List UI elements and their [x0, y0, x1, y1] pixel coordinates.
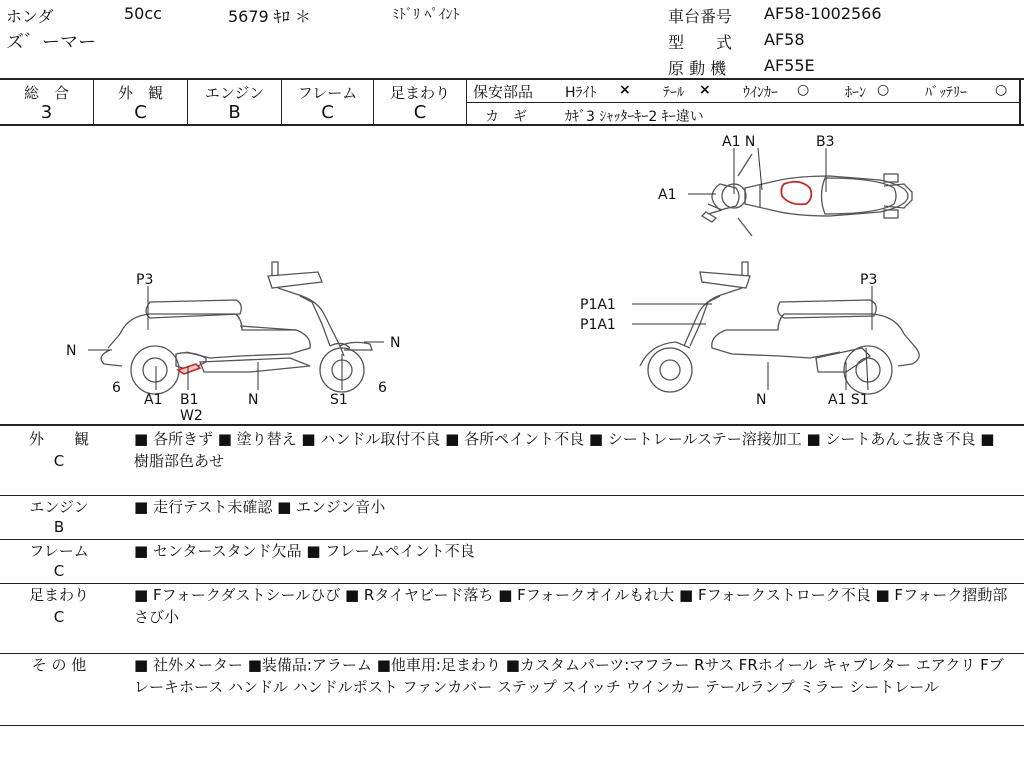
safety-title: 保安部品 [473, 83, 534, 101]
remark-row-exterior [0, 426, 1024, 496]
grade-value: C [134, 102, 147, 123]
displacement: 50cc [124, 4, 162, 23]
remark-grade: B [53, 518, 65, 536]
winker-label: ｳｲﾝｶｰ [743, 85, 778, 101]
tail-mark: × [699, 82, 711, 98]
engine-value: AF55E [764, 56, 815, 75]
lot-number: 5679 ｷﾛ ＊ [228, 7, 311, 26]
winker-mark: ○ [797, 82, 810, 98]
scooter-diagrams [0, 126, 1024, 424]
label-left-6a: 6 [112, 380, 121, 396]
remark-row-other [0, 654, 1024, 726]
color: ﾐﾄﾞﾘ ﾍﾟｲﾝﾄ [392, 7, 460, 23]
grade-label: 足まわり [389, 84, 450, 102]
grade-value: B [228, 102, 241, 123]
remark-grade: C [53, 452, 65, 470]
horn-mark: ○ [877, 82, 890, 98]
label-top-a1n: A1 N [722, 134, 756, 150]
label-left-a1: A1 [144, 392, 163, 408]
key-value: ｶｷﾞ3 ｼｬｯﾀｰｷｰ2 ｷｰ違い [565, 109, 704, 125]
grade-value: 3 [40, 102, 53, 123]
safety-parts [466, 78, 1024, 126]
grade-overall [0, 80, 94, 124]
remark-label: 足まわり [28, 586, 89, 604]
damage-mark-top [781, 182, 811, 205]
sheet-header [0, 0, 1024, 78]
grade-frame [282, 80, 374, 124]
remark-text: ■ センタースタンド欠品 ■ フレームペイント不良 [134, 542, 475, 560]
remark-text: ■ 社外メーター ■装備品:アラーム ■他車用:足まわり ■カスタムパーツ:マフラー Rサス FRホイール キャブレター エアクリ Fブレーキホース ハンドル ハンドルポスト ファンカバー ステップ スイッチ ウインカー テールランプ ミラー シートレール [134, 656, 1004, 696]
model-name: ズ゛ーマー [6, 32, 96, 53]
key-row [467, 103, 1021, 126]
grade-exterior [94, 80, 188, 124]
headlight-label: Hﾗｲﾄ [565, 85, 597, 101]
remark-grade: C [53, 562, 65, 580]
label-top-b3: B3 [816, 134, 835, 150]
remark-label: 外 観 [28, 430, 89, 448]
grade-engine [188, 80, 282, 124]
grade-label: フレーム [297, 84, 358, 102]
label-left-6b: 6 [378, 380, 387, 396]
grade-table [0, 78, 466, 126]
tail-label: ﾃｰﾙ [663, 85, 684, 101]
grade-value: C [413, 102, 427, 123]
frame-number: AF58-1002566 [764, 4, 882, 23]
remark-label: フレーム [29, 542, 89, 560]
label-left-b1: B1 [180, 392, 199, 408]
label-left-n3: N [248, 392, 259, 408]
label-left-w2: W2 [180, 408, 203, 424]
label-right-a1s1: A1 S1 [828, 392, 869, 408]
label-right-n: N [756, 392, 767, 408]
frame-number-label: 車台番号 [668, 7, 733, 26]
label-right-p1a1-1: P1A1 [580, 297, 616, 313]
label-left-s1: S1 [330, 392, 348, 408]
type-value: AF58 [764, 30, 805, 49]
grade-value: C [321, 102, 334, 123]
grade-label: エンジン [204, 84, 265, 102]
maker: ホンダ [6, 7, 54, 26]
remark-label: エンジン [29, 498, 89, 516]
remark-grade: C [53, 608, 65, 626]
remark-text: ■ Fフォークダストシールひび ■ Rタイヤビード落ち ■ Fフォークオイルもれ大 ■ Fフォークストローク不良 ■ Fフォーク摺動部さび小 [134, 586, 1008, 626]
remark-row-suspension [0, 584, 1024, 654]
label-top-a1: A1 [658, 187, 677, 203]
grade-label: 総 合 [23, 84, 69, 102]
remark-row-frame [0, 540, 1024, 584]
label-right-p1a1-2: P1A1 [580, 317, 616, 333]
engine-label: 原 動 機 [668, 59, 727, 78]
label-left-p3: P3 [136, 272, 154, 288]
label-right-p3: P3 [860, 272, 878, 288]
battery-mark: ○ [995, 82, 1008, 98]
headlight-mark: × [619, 82, 631, 98]
label-left-n1: N [66, 343, 77, 359]
remark-row-engine [0, 496, 1024, 540]
battery-label: ﾊﾞｯﾃﾘｰ [925, 85, 967, 101]
remark-text: ■ 走行テスト未確認 ■ エンジン音小 [134, 498, 386, 516]
remark-text: ■ 各所きず ■ 塗り替え ■ ハンドル取付不良 ■ 各所ペイント不良 ■ シートレールステー溶接加工 ■ シートあんこ抜き不良 ■ 樹脂部色あせ [134, 430, 995, 470]
damage-diagram [0, 126, 1024, 424]
remark-label: そ の 他 [31, 656, 87, 674]
inspection-remarks [0, 424, 1024, 768]
grade-suspension [374, 80, 466, 124]
horn-label: ﾎｰﾝ [845, 85, 866, 101]
type-label: 型 式 [668, 33, 733, 52]
safety-row [467, 80, 1021, 103]
key-label: カ ギ [485, 109, 527, 125]
grade-label: 外 観 [117, 84, 163, 102]
label-left-n2: N [390, 335, 401, 351]
damage-mark-left [178, 364, 200, 374]
